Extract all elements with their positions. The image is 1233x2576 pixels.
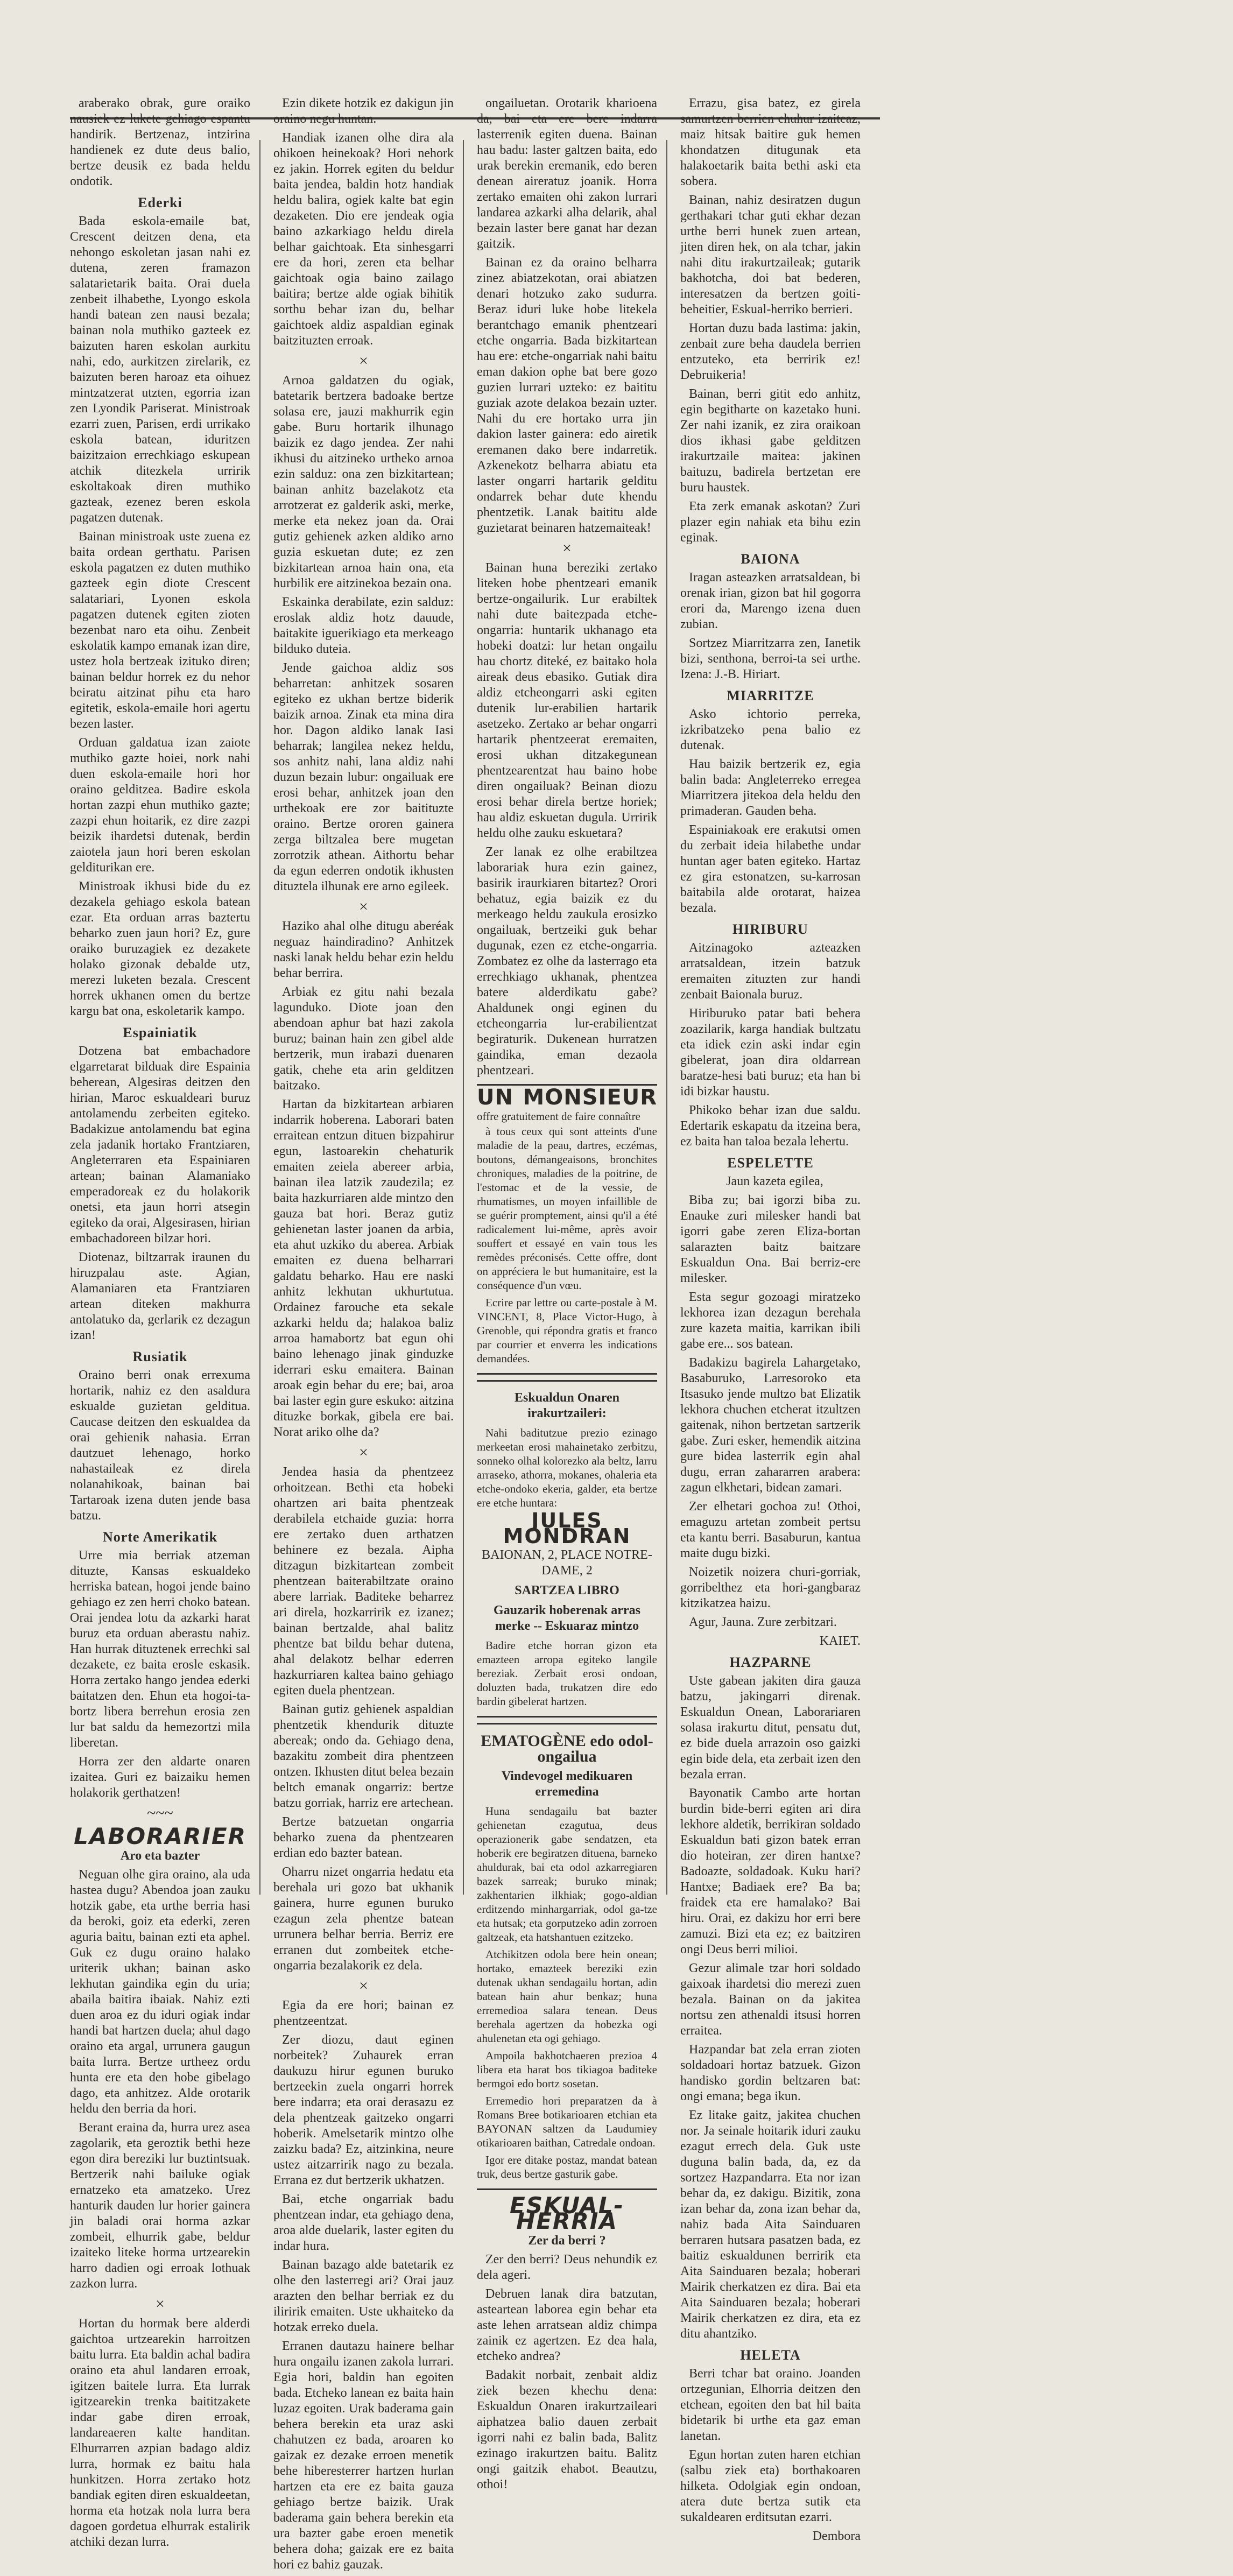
- section-heading: BAIONA: [741, 551, 800, 567]
- signature: KAIET.: [819, 1634, 861, 1648]
- section-heading: Norte Amerikatik: [102, 1529, 218, 1545]
- article-text: Handiak izanen olhe dira ala ohikoen heinekoak? Hori nehork ez jakin. Horrek egiten du beldur baita jendea, baldin hotz handiak heldu balira, ogiek kalte bat egin dezaketen. Dio ere jendeak ogia baino azkarkiago heldu direla belhar gaichtoak. Eta sinhesgarri ere da hori, zeren eta belhar gaichtoak ogia baino zailago baitira; bertze alde ogiak bihitik sorthu behar izan du, belhar gaichtoek aldiz aspaldian eginak baitzituzten erroak.: [273, 131, 454, 348]
- article-text: Zer diozu, daut eginen norbeitek? Zuhaurek erran daukuzu hirur egunen buruko bertzeekin zuela ongarri horrek bere indarra; eta orai derasazu ez dela phentzeak gaitzeko ongarri hoberik. Amelsetarik mintzo olhe zaizku bada? Ez, aitzinkina, neure ustez aitzarririk nago zu bezala. Errana ez dut bertzerik ukhatzen.: [273, 2033, 454, 2187]
- article-text: Oharru nizet ongarria hedatu eta berehala uri gozo bat ukhanik gainera, hurre egunen buruko ezagun zela phentze batean urrunera belhar berria. Berriz ere erranen dut zombeitek etche-ongarria bezalakorik ez dela.: [273, 1865, 454, 1973]
- advertisement-mondran: [477, 1380, 657, 1718]
- newspaper-page: [70, 81, 883, 2572]
- article-text: Jende gaichoa aldiz sos beharretan: anhitzek sosaren egiteko ez ukhan bertze biderik baizik arnoa. Zinak eta mina dira hor. Dagon aldiko lanak Iasi beharrak; langilea nekez heldu, sos anhitz nahi, lana aldiz nahi duzun bezain lubur: ongailuak ere erosi behar, anhitzek joan den urthekoak ere zor baitituzte oraino. Bertze ororen gainera zerga biltzalea bere mugetan zorrotzik athean. Aithortu behar da egun ederren ondotik ikhusten dituztela ilhunak ere arno egileek.: [273, 661, 454, 893]
- section-heading: Espainiatik: [123, 1025, 198, 1040]
- ad-title: EMATOGÈNE edo odol-ongailua: [481, 1732, 653, 1765]
- article-text: Asko ichtorio perreka, izkribatzeko pena balio ez dutenak.: [680, 707, 861, 752]
- article-text: Hartan da bizkitartean arbiaren indarrik hoberena. Laborari baten erraitean entzun dituen bizpahirur egun, lastoarekin chehaturik emaiten zeiela abereer arbia, bainan ilea latzik zaudezila; ez baita hazkurriaren alde mintzo den gauza bat hori. Beraz gutiz gehienetan laster joanen da arbia, eta ahut uzkiko du aberea. Arbiak emaiten ez duena belharrari galdatu beharko. Hau ere naski anhitz lekhutan ukhurtutua. Ordainez farouche eta sekale azkarki heldu da; halakoa baliz arroa hamabortz bat egun ohi baino lehenago jinak ginduzke iderrari esku emaitera. Bainan aroak egin behar du ere; bai, aroa bai laster egin gure eskuko: aitzina dituzke borkak, gibela ere bai. Norat ariko olhe da?: [273, 1097, 454, 1439]
- article-text: Bainan ez da oraino belharra zinez abiatzekotan, orai abiatzen denari hotzuko zako sudurra. Beraz iduri luke hobe litekela berantchago emanik phentzeari etche ongarria. Bada bizkitartean hau ere: etche-ongarriak nahi baitu eman dakion ophe bat bere gozo guzien lurrari uzteko: ez baititu guziak azote delakoa bezain uzter. Nahi du ere hortako urra jin dakion laster gainera: edo airetik eremanen dako bere indarretik. Azkenekotz belharra abiatu eta laster ongarri hartarik gelditu ondarrek behar dute khendu phentzetik. Lanak baititu alde guzietarat beinaren hatzemaiteak!: [477, 256, 657, 535]
- article-text: Hortan du hormak bere alderdi gaichtoa urtzearekin harroitzen baitu lurra. Eta baldin achal badira oraino eta ahul landaren erroak, igitzen baitele lurra. Eta lurrak igitzearekin trenka baititzakete indar gabe diren erroak, landareaeren kalte handitan. Elhurrarren azpian badago aldiz lurra, hormak ez baitu hala hunkitzen. Horra zertako hotz bandiak egiten diren eskualdeetan, horma eta hotzak nola lurra bera dagoen gordetua elhurrak estalirik atchiki dezan lurra.: [70, 2317, 250, 2549]
- ad-subheading: Vindevogel medikuaren erremedina: [501, 1769, 633, 1799]
- article-text: Eskainka derabilate, ezin salduz: eroslak aldiz hotz dauude, baitakite iguerikiago eta merkeago bilduko duteia.: [273, 595, 454, 656]
- section-heading: HIRIBURU: [732, 921, 808, 937]
- article-text: Erranen dautazu hainere belhar hura ongailu izanen zakola lurrari. Egia hori, baldin han egoiten bada. Etcheko lanean ez baita hain luzaz egoiten. Urak baderama gain behera berekin eta uraz aski chahutzen ez bada, aroaren ko gaizak ez dezake erroen menetik behe hiberesterrer hartzen hurlan hartzen eta ere ez baita gauza gehiago bertze baizik. Urak baderama gain behera berekin eta ura bazter gabe eroen menetik behera doha; gaizak ere ez baita hori ez bahiz gauzak.: [273, 2339, 454, 2572]
- article-text: Bainan ministroak uste zuena ez baita ordean gerthatu. Parisen eskola pagatzen ez duten muthiko gazteek egin diote Crescent salatariari, Lyonen eskola pagatzen dutenek egiten zioten bezenbat naro eta oihu. Zenbeit eskolatik kampo emanak izan dire, ustez hola bertzeak izituko diren; bainan beldur horrek ez du nehor beiratu aitzinat pihu eta haro egitetik, eskola-emaile hori agertu bezen laster.: [70, 530, 250, 731]
- article-text: Bada eskola-emaile bat, Crescent deitzen dena, eta nehongo eskoletan jasan nahi ez dutena, zeren framazon salatarietarik baita. Orai duela zenbeit ilhabethe, Lyongo eskola handi batean zen nausi bezala; bainan nola muthiko gazteek ez baizuten haren eskolan aurkitu nahi, edo, aurkitzen zirelarik, ez baizuten beren haroaz eta oihuez mintzatzerat utzten, egorria izan zen Lyondik Pariserat. Ministroak ezarri zuen, Parisen, erdi urrikako eskola batean, iduritzen baizitzaion errechkiago eskupean atchik ditezkela urririk eskoltakoak diren muthiko gazteak, ezenez beren eskola pagatzen dutenak.: [70, 214, 250, 525]
- article-text: Bai, etche ongarriak badu phentzean indar, eta gehiago dena, aroa alde duelarik, laster egiten du indar hura.: [273, 2192, 454, 2253]
- article-text: Orduan galdatua izan zaiote muthiko gazte hoiei, nork nahi duen eskola-emaile hori hor oraino gelditzea. Badire eskola hortan zazpi ehun muthiko gazte; zazpi ehun hoitarik, ez dire zazpi beizik ihardetsi dutenak, berdin zaiotela jaun hori beren eskolan gelditurikan ere.: [70, 736, 250, 875]
- article-text: araberako obrak, gure oraiko nausiek ez lukete gehiago espantu handirik. Bertzenaz, intzirina handienek ez dute deus balio, bertze deusik ez bada heldu ondotik.: [70, 96, 250, 188]
- ad-text: Huna sendagailu bat bazter gehienetan ezagutua, deus operazionerik gabe sendatzen, eta hoberik ere begiratzen dituena, barneko ahuldurak, bai eta odol azkarregiaren bazek sarreak; buruko minak; zakhentarien ilkhiak; gogo-aldian erditzendo minhargarriak, odol ga-tze eta hutsak; eta gorputzeko adin zorroen galtzeak, eta hatshantuen ezitzeko.: [477, 1805, 657, 1944]
- column-3: [477, 96, 657, 2496]
- article-text: Esta segur gozoagi miratzeko lekhorea izan dezagun berehala zure kazeta maitia, karrikan ibili gabe ere... sos batean.: [680, 1290, 861, 1351]
- ad-address: BAIONAN, 2, PLACE NOTRE-DAME, 2: [482, 1548, 652, 1578]
- article-text: Iragan asteazken arratsaldean, bi orenak irian, gizon bat hil gogorra erori da, Marengo izena duen zubian.: [680, 571, 861, 631]
- ad-text: Erremedio hori preparatzen da à Romans Bree botikarioaren etchian eta BAYONAN saltzen da Laudumiey otikarioaren baithan, Catredale ondoan.: [477, 2094, 657, 2149]
- article-text: Bainan huna bereziki zertako liteken hobe phentzeari emanik bertze-ongailurik. Lur erabiltek nahi dute baitezpada etche-ongarria: huntarik ukhanago eta hobeki doatzi: lur hetan ongailu hau chortz diteké, ez baitako hola aireak deus ebasiko. Gutiak dira aldiz etcheongarri aski egiten dutenik lur-erabilien hartarik asetzeko. Zertako ar behar ongarri hartarik phentzeerat eremaiten, erosi ukhan ditzakegunean phentzearentzat hau baino hobe diren ongailuak? Beinan diozu erosi behar direla bertze horiek; hau aldiz eskuetan dugula. Urririk heldu olhe zauku eskuetara?: [477, 561, 657, 840]
- column-divider: [666, 140, 667, 1895]
- article-text: Bainan, berri gitit edo anhitz, egin begitharte on kazetako huni. Zer nahi izanik, ez zira oraikoan dios ikhasi gabe gelditzen irakurtzaile maitea: jakinen baituzu, badirela bertzetan ere buru haustek.: [680, 387, 861, 495]
- cross-separator: ×: [156, 2295, 165, 2313]
- article-text: Berant eraina da, hurra urez asea zagolarik, eta geroztik bethi heze egon dira bereziki lur buztintsuak. Bertzerik nahi bailuke ogiak ernatzeko eta amatzeko. Urez hanturik dauden lur horier gainera jin baladi orai horma azkar zombeit, elhurrik gabe, beldur izaiteko liteke horma urtzearekin harro dadien ogi erroak lothuak zazkon lurra.: [70, 2121, 250, 2291]
- ad-text: Badire etche horran gizon eta emazteen arropa egiteko langile bereziak. Zerbait erosi ondoan, doluzten bada, trukatzen dire edo bardin gibelerat hartzen.: [477, 1639, 657, 1708]
- laborarier-masthead: LABORARIER: [74, 1823, 246, 1849]
- article-text: Bertze batzuetan ongarria beharko zuena da phentzearen erdian edo bazter batean.: [273, 1815, 454, 1860]
- article-text: Errazu, gisa batez, ez girela samurtzen berrien chuhur izaiteaz, maiz hitsak baitire guk hemen khondatzen ditugunak eta halakoetarik baita bethi aski eta sobera.: [680, 96, 861, 188]
- article-text: Aitzinagoko azteazken arratsaldean, itzein batzuk eremaiten zituzten zur handi zenbait Baionala buruz.: [680, 941, 861, 1002]
- article-text: Eta zerk emanak askotan? Zuri plazer egin nahiak eta bihu ezin eginak.: [680, 499, 861, 545]
- article-text: Egun hortan zuten haren etchian (salbu ziek eta) borthakoaren hilketa. Odolgiak egin ondoan, atera dute bertza sutik eta sukaldearen erditsutan ezarri.: [680, 2448, 861, 2524]
- article-text: Hortan duzu bada lastima: jakin, zenbait zure beha daudela berrien entzuteko, eta berririk ez! Debruikeria!: [680, 321, 861, 382]
- article-text: Badakit norbait, zenbait aldiz ziek bezen khechu dena: Eskualdun Onaren irakurtzaileari aiphatzea balio dauen zerbait igorri nahi ez balin bada, Balitz ezinago irakurtzen baitu. Balitz ongi gaitzik ehabot. Beautzu, othoi!: [477, 2368, 657, 2491]
- article-text: Jaun kazeta egilea,: [726, 1174, 823, 1188]
- eskual-herria-masthead: ESKUAL-HERRIA: [510, 2192, 624, 2234]
- article-text: Uste gabean jakiten dira gauza batzu, jakingarri direnak. Eskualdun Onean, Laborariaren solasa irakurtu ditut, pensatu dut, ez bide duela arrazoin oso gaizki egin bide dela, eta zerbait izen den bezala erran.: [680, 1674, 861, 1782]
- article-text: Sortzez Miarritzarra zen, Ianetik bizi, senthona, berroi-ta sei urthe. Izena: J.-B. Hiriart.: [680, 636, 861, 681]
- ornament-separator: ~~~: [147, 1804, 173, 1822]
- section-heading: Ederki: [138, 195, 182, 210]
- article-text: Arnoa galdatzen du ogiak, batetarik bertzera badoake bertze solasa ere, jauzi makhurrik egin gabe. Buru hortarik ilhunago baizik ez dago jendea. Zer nahi ikhusi du aitzineko urtheko arnoa ezin salduz: ona zen bizkitartean; bainan anhitz bazelakotz eta arrotzerat ez galderik aski, merke, merke eta nekez joan da. Orai gutiz gehienek azken aldiko arno guzia eskuetan dute; ez zen bizkitartean arnoa hain ona, eta hurbilik ere aitzinekoa bezain ona.: [273, 374, 454, 590]
- section-heading: MIARRITZE: [727, 688, 814, 703]
- article-text: Hazpandar bat zela erran zioten soldadoari hortaz batzuek. Gizon handisko gordin beltzaren bat: ongi emana; bega ikun.: [680, 2043, 861, 2103]
- article-text: Zer lanak ez olhe erabiltzea laborariak hura ezin gainez, basirik iraurkiaren bitartez? Orori behatuz, egia baizik ez du merkeago heldu zaukula erosizko ongailuak, bertzeiki guk behar dugunak, ezen ez etche-ongarria. Zombatez ez olhe da lasterrago eta errechkiago ukhanak, phentzea batere alderdikatu gabe? Ahaldunek ongi eginen du etcheongarria lur-erabilientzat begiraturik. Dukenean hurratzen gaindika, eman dezaola phentzeari.: [477, 845, 657, 1078]
- ad-title-tail: offre gratuitement de faire connaître: [477, 1110, 640, 1123]
- section-heading: ESPELETTE: [727, 1155, 814, 1171]
- cross-separator: ×: [359, 1977, 368, 1995]
- section-heading: HAZPARNE: [729, 1655, 812, 1670]
- cross-separator: ×: [562, 539, 572, 557]
- column-divider: [259, 140, 260, 1895]
- article-text: Agur, Jauna. Zure zerbitzari.: [689, 1615, 837, 1629]
- article-text: Bainan, nahiz desiratzen dugun gerthakari tchar guti ekhar dezan urthe berri hunek zuen artean, jiten diren hek, on ala tchar, jakin nahi ditu irakurtzaileak; gutarik bakhotcha, doi bat bederen, interesatzen da bertzen goiti-beheitier, Eskual-herriko berrieri.: [680, 193, 861, 316]
- article-text: Debruen lanak dira batzutan, asteartean laborea egin behar eta aste lehen arratsean aldiz chimpa zainik ez agertzen. Ez dea hala, etcheko andrea?: [477, 2287, 657, 2363]
- article-text: Berri tchar bat oraino. Joanden ortzegunian, Elhorria deitzen den etchean, egoiten den bat hil baita bidetarik bi urthe eta gaz eman lanetan.: [680, 2367, 861, 2443]
- article-text: Horra zer den aldarte onaren izaitea. Guri ez baizaiku hemen holakorik gerthatzen!: [70, 1755, 250, 1800]
- article-text: Arbiak ez gitu nahi bezala lagunduko. Diote joan den abendoan aphur bat hazi zakola buruz; bainan hain zen gibel alde bertzerik, mun irabazi duenaren gatik, chehe eta arin gelditzen baitzako.: [273, 985, 454, 1093]
- ad-subheading: SARTZEA LIBRO: [515, 1583, 619, 1597]
- column-divider: [463, 140, 464, 1895]
- column-1: [70, 96, 250, 2553]
- article-text: Gezur alimale tzar hori soldado gaixoak ihardetsi dio merezi zuen bezala. Bainan on da jakitea nortsu zen athenaldi itsusi horren erraitea.: [680, 1961, 861, 2038]
- article-text: Jendea hasia da phentzeez orhoitzean. Bethi eta hobeki ohartzen ari baita phentzeak derabilela etchaide guzia: horra ere zertako duen arthatzen behinere ez bezala. Aipha ditzagun bizkitartean zombeit phentzean baiterabiltzate oraino abere larriak. Baditeke beharrez ari direla, hozkarririk ez izanez; bainan bertzalde, ahal balitz phentze bat bildu behar dutena, ahal delakotz belhar ederren hazkurriaren kaltea baino gehiago egiten duela phentzean.: [273, 1465, 454, 1698]
- article-text: Zer elhetari gochoa zu! Othoi, emaguzu artetan zombeit pertsu eta kantu berri. Basaburun, kantua maite dugu bizki.: [680, 1500, 861, 1560]
- catchword: Dembora: [812, 2529, 861, 2543]
- article-text: Badakizu bagirela Lahargetako, Basaburuko, Larresoroko eta Itsasuko jende multzo bat Elizatik lekhora chuchen etcherat itzultzen gaitenak, nihon bertzetan sartzerik gabe. Zuri esker, hemendik aitzina gure bidea lasterrik egin ahal dugu, erran zahararren arabera: zagun elkhetari, bidean zamari.: [680, 1356, 861, 1495]
- article-text: Bainan gutiz gehienek aspaldian phentzetik khendurik dituzte abereak; ondo da. Gehiago dena, bazakitu zombeit dira phentzeen ontzen. Ikhusten ditut belea bezain beltch emanak ongarriz: bertze batzu gorriak, harriz ere artechean.: [273, 1702, 454, 1810]
- ad-heading: Eskualdun Onaren irakurtzaileri:: [515, 1391, 619, 1420]
- section-heading: HELETA: [740, 2347, 801, 2363]
- article-text: Egia da ere hori; bainan ez phentzeentzat.: [273, 1998, 454, 2028]
- ad-text: Ecrire par lettre ou carte-postale à M. VINCENT, 8, Place Victor-Hugo, à Grenoble, qui répondra gratis et franco par courrier et enverra les indications demandées.: [477, 1296, 657, 1365]
- article-text: Oraino berri onak errexuma hortarik, nahiz ez den asaldura eskualde guzietan gelditua. Caucase deitzen den eskualdea da orai gehienik nahasia. Erran dautzuet lehenago, horko nahastaileak ez direla nolanahikoak, bainan bai Tartaroak izena duten jende basa batzu.: [70, 1368, 250, 1523]
- ad-text: Ampoila bakhotchaeren prezioa 4 libera eta harat bos tikiagoa baditeke bermgoi edo bortz sosetan.: [477, 2049, 657, 2090]
- article-text: Phikoko behar izan due saldu. Edertarik eskapatu da itzeina bera, ez baita han taloa bezala lehertu.: [680, 1103, 861, 1149]
- article-text: Espainiakoak ere erakutsi omen du zerbait ideia hilabethe undar huntan ager baten egiteko. Hartaz ez gira estonatzen, su-karrosan baitabila alde orotarat, haizea bezala.: [680, 823, 861, 915]
- article-text: Hau baizik bertzerik ez, egia balin bada: Angleterreko erregea Miarritzera jitekoa dela heldu den primaderan. Gauden beha.: [680, 757, 861, 818]
- cross-separator: ×: [359, 898, 368, 916]
- advertisement-monsieur: [477, 1084, 657, 1375]
- section-heading: Zer da berri ?: [528, 2234, 606, 2248]
- article-text: Urre mia berriak atzeman dituzte, Kansas eskualdeko herriska batean, hogoi jende baino gehiago ez zen herri choko batean. Orai jendea lotu da azkarki harat buruz eta orduan aberastu nahiz. Han hurrak dituztenek errechki sal dezakete, ez baita erosle eskasik. Horra zertako hango jendea ederki baitatzen den. Ehun eta hogoi-ta-bortz libera berrehun erosia zen lur bat saldu da hemezortzi mila liberetan.: [70, 1549, 250, 1750]
- article-text: ongailuetan. Orotarik kharioena da, bai eta ere bere indarra lasterrenik egiten duena. Bainan hau badu: laster galtzen baita, edo urak berekin eremanik, edo beren denean aireratuz joanik. Horra zertako emaiten ohi zakon lurrari landarea azkarki alha delarik, ahal bezain laster bere ganat har dezan gaitzik.: [477, 96, 657, 251]
- article-text: Zer den berri? Deus nehundik ez dela ageri.: [477, 2253, 657, 2282]
- ad-subheading: Gauzarik hoberenak arras merke -- Eskuaraz mintzo: [494, 1603, 640, 1633]
- article-text: Ez litake gaitz, jakitea chuchen nor. Ja seinale hoitarik iduri zauku ezagut errech dela. Guk uste duguna balin bada, da, ez da sortzez Hazpandarra. Eta nor izan behar da, ez dakigu. Bizitik, zona izan behar da, zona izan behar da, nahiz bada Aita Sainduaren berraren hutsara pasatzen bada, ez baitiz eskualdunen berririk eta Aita Sainduaren bezala; hoberari Mairik cherkatzen ez dira. Bai eta Aita Sainduaren bezala; hoberari Mairik cherkatzen ez dira, eta ez ditu ahantziko.: [680, 2108, 861, 2341]
- column-2: [273, 96, 454, 2576]
- article-text: Hiriburuko patar bati behera zoazilarik, karga handiak bultzatu eta idiek ezin aski indar egin gibelerat, joan dira oldarrean baratze-hesi bati buruz; eta han bi idi bizkar haustu.: [680, 1007, 861, 1099]
- article-text: Biba zu; bai igorzi biba zu. Enauke zuri milesker handi bat igorri gabe zeren Eliza-bortan salarazten baitz baitzare Eskualdun Ona. Bai berriz-ere milesker.: [680, 1193, 861, 1285]
- ad-title: UN MONSIEUR: [477, 1085, 657, 1110]
- article-text: Bayonatik Cambo arte hortan burdin bide-berri egiten ari dira lekhore aldetik, berrikiran soldado Eskualdun bati gizon batek erran dio hoteiran, zer diren hantxe? Badoazte, soldadoak. Kuku hari? Hantxe; Badiaek ere? Ba ba; fraidek eta ere hamalako? Bai hiru. Orai, ez dakizu hor erri bere zamuzi. Bizi eta ez; ez baitziren ongi Deus berri milioi.: [680, 1786, 861, 1956]
- ad-business-name: JULES MONDRAN: [503, 1509, 631, 1548]
- article-text: Haziko ahal olhe ditugu aberéak neguaz haindiradino? Anhitzek naski lanak heldu behar ezin heldu behar berrira.: [273, 919, 454, 980]
- article-text: Noizetik noizera churi-gorriak, gorribelthez eta hori-gangbaraz kitzikatzea haizu.: [680, 1565, 861, 1610]
- article-text: Neguan olhe gira oraino, ala uda hastea dugu? Abendoa joan zauku hotzik gabe, eta urthe berria hasi da beroki, goiz eta ederki, zeren aguria baitu, bainan ezti eta aphel. Guk ez dugu oraino halako uriterik ukhan; bainan asko lekhutan gaindika egin du uria; abaila baitira ibaiak. Nahiz ezti duen aroa ez du iduri ogiak indar handi bat hartzen duela; ahul dago oraino eta argal, urrunera gaugun baita lurra. Bertze urtheez ordu hunta ere eta den hobe gibelago dago, eta anhitzez. Alde orotarik heldu den berria da hori.: [70, 1868, 250, 2116]
- article-text: Diotenaz, biltzarrak iraunen du hiruzpalau aste. Agian, Alamaniaren eta Frantziaren artean diteken makhurra antolatuko da, gerlarik ez dezagun izan!: [70, 1250, 250, 1342]
- column-4: [680, 96, 861, 2547]
- article-text: Ministroak ikhusi bide du ez dezakela gehiago eskola batean ezar. Eta orduan arras baztertu beharko zuen jaun hori? Ez, gure oraiko buruzagiek ez dezakete holako gizonak debalde utz, merezi luketen bezala. Crescent horrek ukhanen omen du bertze kargu bat ona, eskoletarik kampo.: [70, 879, 250, 1018]
- section-heading: Rusiatik: [132, 1349, 188, 1364]
- article-text: Bainan bazago alde batetarik ez olhe den lasterregi ari? Orai jauz arazten den belhar berriak ez du iliririk emaiten. Uste ukhaiteko da hotzak erreko duela.: [273, 2258, 454, 2334]
- ad-text: Igor ere ditake postaz, mandat batean truk, deus bertze gasturik gabe.: [477, 2153, 657, 2180]
- article-text: Dotzena bat embachadore elgarretarat bilduak dire Espainia beherean, Algesiras deitzen den hirian, Maroc eskualdeari buruz antolamendu zerbeiten egiteko. Badakizue antolamendu bat egina zela jadanik hortako Frantziaren, Angleterraren eta Espainiaren artean; bainan Alamaniako emperadoreak ez du holakorik onetsi, eta jaun horri atsegin egiteko da orai, Algesirasen, hirian embachadoreen bilzar hori.: [70, 1044, 250, 1245]
- cross-separator: ×: [359, 1444, 368, 1461]
- cross-separator: ×: [359, 352, 368, 370]
- ad-text: Nahi baditutzue prezio ezinago merkeetan erosi mahainetako zerbitzu, sonneko olhal kolorezko ala beltz, larru arraseko, athorra, mokanes, ohaleria eta etche-ondoko ekeria, galder, eta bertze ere etche huntara:: [477, 1426, 657, 1509]
- ad-text: Atchikitzen odola bere hein onean; hortako, emazteek bereziki ezin dutenak ukhan sendagailu hortan, adin batean hain ahur benkaz; huna erremedioa salara tenean. Deus berehala agertzen da hobezka ogi ahulenetan eta ogi gehiago.: [477, 1948, 657, 2045]
- article-text: Ezin dikete hotzik ez dakigun jin oraino negu huntan.: [273, 96, 454, 126]
- section-heading: Aro eta bazter: [120, 1849, 200, 1863]
- ad-text: à tous ceux qui sont atteints d'une maladie de la peau, dartres, eczémas, boutons, démangeaisons, bronchites chroniques, maladies de la poitrine, de l'estomac et de la vessie, de rhumatismes, un moyen infaillible de se guérir promptement, ainsi qu'il a été radicalement lui-même, après avoir souffert et essayé en vain tous les remèdes préconisés. Cette offre, dont on appréciera le but humanitaire, est la conséquence d'un vœu.: [477, 1125, 657, 1292]
- advertisement-ematogene: [477, 1723, 657, 2190]
